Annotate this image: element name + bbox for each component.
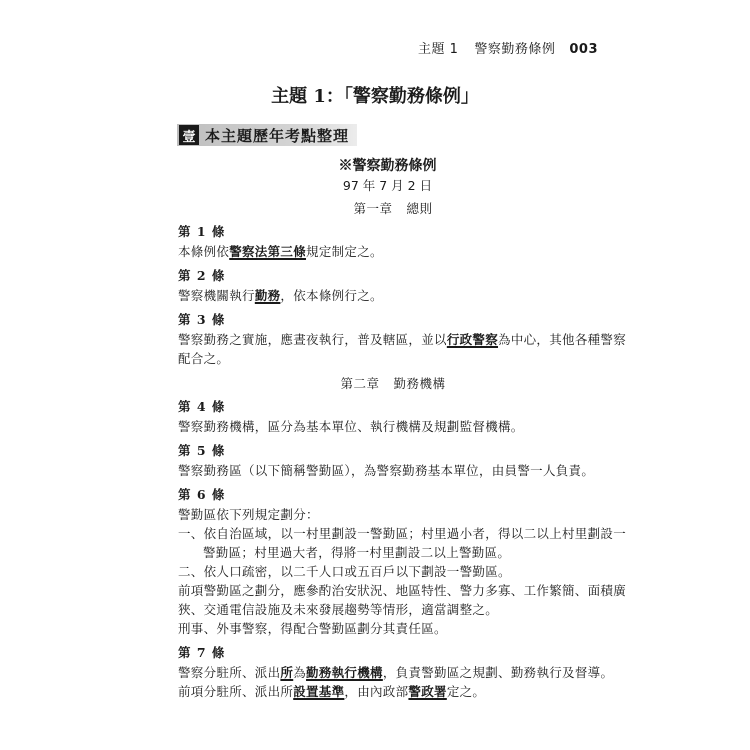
article-text: 警察勤務機構，區分為基本單位、執行機構及規劃監督機構。 <box>178 419 524 434</box>
main-title: 主題 1：「警察勤務條例」 <box>271 86 479 107</box>
article-text: 刑事、外事警察，得配合警勤區劃分其責任區。 <box>178 621 447 636</box>
article-label: 第 1 條 <box>178 224 226 239</box>
chapter-heading <box>178 199 608 217</box>
text-run: 本條例依 <box>178 244 230 259</box>
text-run: 前項分駐所、派出所 <box>178 684 294 699</box>
keyword: 警察法第三條 <box>229 244 307 259</box>
article-text <box>178 330 626 348</box>
law-date: 97 年 7 月 2 日 <box>342 178 433 193</box>
chapter-name: 總則 <box>406 201 433 216</box>
law-title: ※警察勤務條例 <box>338 158 437 174</box>
keyword: 警政署 <box>408 684 447 699</box>
article-text: 警察勤務區（以下簡稱警勤區），為警察勤務基本單位，由員警一人負責。 <box>178 463 595 478</box>
text-run: 為中心，其他各種警察 <box>498 332 627 347</box>
article-label: 第 2 條 <box>178 268 226 283</box>
section-badge: 壹 <box>179 125 199 145</box>
text-run: 規定制定之。 <box>306 244 383 259</box>
page-number: 003 <box>569 42 598 57</box>
article-text <box>178 663 613 681</box>
article-text: 二、依人口疏密，以二千人口或五百戶以下劃設一警勤區。 <box>178 564 511 579</box>
header-topic: 主題 1 <box>417 42 459 57</box>
running-header <box>418 38 598 57</box>
text-run: 警察機關執行 <box>178 288 255 303</box>
keyword: 所 <box>280 665 294 680</box>
chapter-number: 第二章 <box>340 376 380 391</box>
article-text: 警勤區；村里過大者，得將一村里劃設二以上警勤區。 <box>203 545 511 560</box>
keyword: 行政警察 <box>446 332 499 347</box>
article-text <box>178 286 383 304</box>
chapter-number: 第一章 <box>353 201 393 216</box>
article-text: 配合之。 <box>178 351 230 366</box>
article-label: 第 4 條 <box>178 399 226 414</box>
article-label: 第 3 條 <box>178 312 226 327</box>
article-text: 一、依自治區域，以一村里劃設一警勤區；村里過小者，得以二以上村里劃設一 <box>178 526 627 541</box>
article-label: 第 5 條 <box>178 443 226 458</box>
keyword: 勤務 <box>254 288 281 303</box>
section-label: 本主題歷年考點整理 <box>205 126 350 145</box>
keyword: 勤務執行機構 <box>306 665 383 680</box>
article-label: 第 6 條 <box>178 487 226 502</box>
chapter-heading <box>178 374 608 392</box>
article-text: 前項警勤區之劃分，應參酌治安狀況、地區特性、警力多寡、工作繁簡、面積廣 <box>178 583 627 598</box>
article-text: 警勤區依下列規定劃分： <box>178 507 319 522</box>
text-run: ，負責警勤區之規劃、勤務執行及督導。 <box>382 665 614 680</box>
chapter-name: 勤務機構 <box>393 376 446 391</box>
keyword: 設置基準 <box>293 684 345 699</box>
text-run: 為 <box>293 665 307 680</box>
text-run: ，由內政部 <box>344 684 409 699</box>
text-run: 警察勤務之實施，應晝夜執行，普及轄區，並以 <box>178 332 447 347</box>
text-run: 定之。 <box>446 684 486 699</box>
header-title: 警察勤務條例 <box>474 42 556 57</box>
section-banner <box>177 124 357 146</box>
text-run: 警察分駐所、派出 <box>178 665 281 680</box>
article-text <box>178 242 383 260</box>
article-text: 狹、交通電信設施及未來發展趨勢等情形，適當調整之。 <box>178 602 499 617</box>
text-run: ，依本條例行之。 <box>280 288 383 303</box>
article-text <box>178 682 485 700</box>
article-label: 第 7 條 <box>178 645 226 660</box>
